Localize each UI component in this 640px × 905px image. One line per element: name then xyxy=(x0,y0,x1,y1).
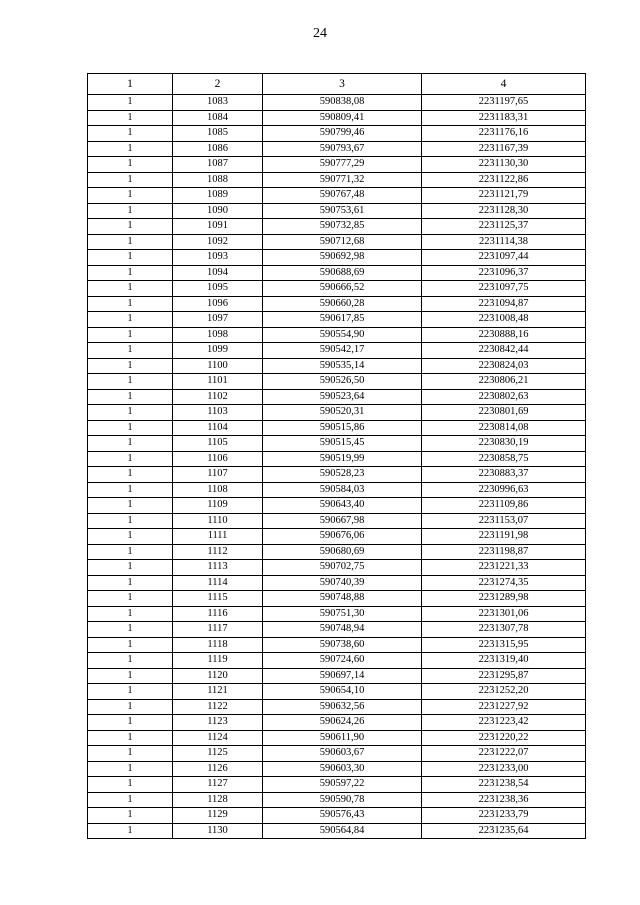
table-cell-col-2: 1089 xyxy=(173,188,263,204)
table-cell-col-2: 1123 xyxy=(173,715,263,731)
table-row xyxy=(88,203,586,219)
table-cell-col-4: 2231307,78 xyxy=(422,622,586,638)
table-cell-col-3: 590597,22 xyxy=(263,777,422,793)
table-row xyxy=(88,219,586,235)
table-cell-col-4: 2231121,79 xyxy=(422,188,586,204)
table-cell-col-1: 1 xyxy=(88,250,173,266)
table-cell-col-4: 2231197,65 xyxy=(422,95,586,111)
table-cell-col-2: 1111 xyxy=(173,529,263,545)
table-row xyxy=(88,250,586,266)
table-cell-col-4: 2231233,00 xyxy=(422,761,586,777)
table-cell-col-1: 1 xyxy=(88,792,173,808)
table-cell-col-4: 2231167,39 xyxy=(422,141,586,157)
table-cell-col-2: 1099 xyxy=(173,343,263,359)
table-cell-col-3: 590680,69 xyxy=(263,544,422,560)
table-cell-col-3: 590660,28 xyxy=(263,296,422,312)
table-cell-col-3: 590748,88 xyxy=(263,591,422,607)
table-row xyxy=(88,777,586,793)
table-cell-col-1: 1 xyxy=(88,653,173,669)
table-cell-col-1: 1 xyxy=(88,668,173,684)
table-cell-col-2: 1119 xyxy=(173,653,263,669)
table-cell-col-3: 590564,84 xyxy=(263,823,422,839)
table-row xyxy=(88,188,586,204)
table-cell-col-3: 590617,85 xyxy=(263,312,422,328)
table-cell-col-4: 2231233,79 xyxy=(422,808,586,824)
table-cell-col-4: 2231289,98 xyxy=(422,591,586,607)
table-row xyxy=(88,234,586,250)
table-cell-col-3: 590590,78 xyxy=(263,792,422,808)
table-cell-col-4: 2231295,87 xyxy=(422,668,586,684)
table-cell-col-1: 1 xyxy=(88,591,173,607)
table-cell-col-3: 590515,86 xyxy=(263,420,422,436)
table-cell-col-1: 1 xyxy=(88,699,173,715)
table-row xyxy=(88,823,586,839)
table-cell-col-4: 2231097,44 xyxy=(422,250,586,266)
table-cell-col-2: 1108 xyxy=(173,482,263,498)
table-cell-col-3: 590611,90 xyxy=(263,730,422,746)
table-cell-col-1: 1 xyxy=(88,746,173,762)
table-cell-col-2: 1112 xyxy=(173,544,263,560)
table-cell-col-2: 1117 xyxy=(173,622,263,638)
coordinates-table xyxy=(87,73,586,839)
table-cell-col-4: 2231227,92 xyxy=(422,699,586,715)
table-cell-col-4: 2230824,03 xyxy=(422,358,586,374)
table-row xyxy=(88,529,586,545)
table-cell-col-2: 1107 xyxy=(173,467,263,483)
table-row xyxy=(88,792,586,808)
table-cell-col-2: 1092 xyxy=(173,234,263,250)
table-cell-col-1: 1 xyxy=(88,219,173,235)
table-row xyxy=(88,296,586,312)
table-cell-col-1: 1 xyxy=(88,544,173,560)
table-row xyxy=(88,436,586,452)
table-row xyxy=(88,513,586,529)
table-cell-col-2: 1124 xyxy=(173,730,263,746)
table-row xyxy=(88,327,586,343)
table-cell-col-4: 2231096,37 xyxy=(422,265,586,281)
table-cell-col-3: 590753,61 xyxy=(263,203,422,219)
table-cell-col-1: 1 xyxy=(88,126,173,142)
table-cell-col-1: 1 xyxy=(88,141,173,157)
table-cell-col-1: 1 xyxy=(88,482,173,498)
table-cell-col-2: 1125 xyxy=(173,746,263,762)
table-cell-col-3: 590520,31 xyxy=(263,405,422,421)
table-cell-col-3: 590771,32 xyxy=(263,172,422,188)
table-cell-col-3: 590519,99 xyxy=(263,451,422,467)
table-cell-col-3: 590676,06 xyxy=(263,529,422,545)
table-row xyxy=(88,730,586,746)
table-row xyxy=(88,467,586,483)
table-cell-col-1: 1 xyxy=(88,715,173,731)
table-cell-col-1: 1 xyxy=(88,529,173,545)
table-cell-col-2: 1129 xyxy=(173,808,263,824)
table-cell-col-3: 590667,98 xyxy=(263,513,422,529)
table-cell-col-4: 2231128,30 xyxy=(422,203,586,219)
table-cell-col-3: 590793,67 xyxy=(263,141,422,157)
table-cell-col-1: 1 xyxy=(88,312,173,328)
table-cell-col-2: 1086 xyxy=(173,141,263,157)
table-header xyxy=(88,74,586,95)
table-cell-col-4: 2231222,07 xyxy=(422,746,586,762)
table-row xyxy=(88,358,586,374)
table-row xyxy=(88,699,586,715)
table-cell-col-2: 1105 xyxy=(173,436,263,452)
table-row xyxy=(88,668,586,684)
table-cell-col-4: 2231008,48 xyxy=(422,312,586,328)
table-cell-col-3: 590697,14 xyxy=(263,668,422,684)
table-cell-col-2: 1102 xyxy=(173,389,263,405)
table-cell-col-1: 1 xyxy=(88,203,173,219)
table-row xyxy=(88,637,586,653)
table-cell-col-3: 590692,98 xyxy=(263,250,422,266)
table-row xyxy=(88,715,586,731)
table-row xyxy=(88,312,586,328)
page-number: 24 xyxy=(313,26,327,41)
table-cell-col-1: 1 xyxy=(88,606,173,622)
header-col-4: 4 xyxy=(422,74,586,95)
table-cell-col-3: 590535,14 xyxy=(263,358,422,374)
table-cell-col-1: 1 xyxy=(88,343,173,359)
table-cell-col-4: 2230842,44 xyxy=(422,343,586,359)
table-cell-col-2: 1087 xyxy=(173,157,263,173)
table-row xyxy=(88,761,586,777)
table-cell-col-1: 1 xyxy=(88,327,173,343)
table-cell-col-2: 1118 xyxy=(173,637,263,653)
table-cell-col-4: 2231097,75 xyxy=(422,281,586,297)
table-cell-col-1: 1 xyxy=(88,95,173,111)
table-row xyxy=(88,606,586,622)
table-cell-col-3: 590666,52 xyxy=(263,281,422,297)
table-row xyxy=(88,157,586,173)
table-row xyxy=(88,746,586,762)
table-cell-col-3: 590724,60 xyxy=(263,653,422,669)
table-row xyxy=(88,560,586,576)
table-row xyxy=(88,575,586,591)
table-cell-col-4: 2231114,38 xyxy=(422,234,586,250)
table-row xyxy=(88,544,586,560)
table-cell-col-4: 2230858,75 xyxy=(422,451,586,467)
table-cell-col-3: 590584,03 xyxy=(263,482,422,498)
table-cell-col-4: 2230830,19 xyxy=(422,436,586,452)
table-row xyxy=(88,126,586,142)
table-cell-col-4: 2231198,87 xyxy=(422,544,586,560)
table-cell-col-4: 2231315,95 xyxy=(422,637,586,653)
table-cell-col-1: 1 xyxy=(88,761,173,777)
table-cell-col-1: 1 xyxy=(88,420,173,436)
table-cell-col-1: 1 xyxy=(88,777,173,793)
table-cell-col-3: 590740,39 xyxy=(263,575,422,591)
table-cell-col-1: 1 xyxy=(88,436,173,452)
table-row xyxy=(88,808,586,824)
table-row xyxy=(88,141,586,157)
table-cell-col-3: 590542,17 xyxy=(263,343,422,359)
table-cell-col-4: 2230802,63 xyxy=(422,389,586,405)
table-cell-col-2: 1103 xyxy=(173,405,263,421)
table-cell-col-4: 2231235,64 xyxy=(422,823,586,839)
table-row xyxy=(88,451,586,467)
table-cell-col-2: 1109 xyxy=(173,498,263,514)
table-cell-col-1: 1 xyxy=(88,684,173,700)
table-cell-col-2: 1085 xyxy=(173,126,263,142)
table-cell-col-1: 1 xyxy=(88,451,173,467)
table-cell-col-3: 590624,26 xyxy=(263,715,422,731)
table-cell-col-2: 1096 xyxy=(173,296,263,312)
table-cell-col-3: 590643,40 xyxy=(263,498,422,514)
table-cell-col-3: 590751,30 xyxy=(263,606,422,622)
table-cell-col-2: 1120 xyxy=(173,668,263,684)
table-row xyxy=(88,684,586,700)
table-cell-col-4: 2231220,22 xyxy=(422,730,586,746)
table-cell-col-1: 1 xyxy=(88,110,173,126)
table-cell-col-1: 1 xyxy=(88,188,173,204)
table-cell-col-2: 1090 xyxy=(173,203,263,219)
table-cell-col-2: 1114 xyxy=(173,575,263,591)
table-cell-col-1: 1 xyxy=(88,560,173,576)
table-row xyxy=(88,265,586,281)
table-cell-col-2: 1083 xyxy=(173,95,263,111)
table-cell-col-1: 1 xyxy=(88,730,173,746)
table-row xyxy=(88,591,586,607)
table-cell-col-2: 1098 xyxy=(173,327,263,343)
table-cell-col-1: 1 xyxy=(88,575,173,591)
table-cell-col-2: 1088 xyxy=(173,172,263,188)
table-cell-col-4: 2230806,21 xyxy=(422,374,586,390)
table-cell-col-2: 1106 xyxy=(173,451,263,467)
table-cell-col-4: 2231153,07 xyxy=(422,513,586,529)
header-col-3: 3 xyxy=(263,74,422,95)
table-row xyxy=(88,110,586,126)
table-row xyxy=(88,498,586,514)
table-cell-col-1: 1 xyxy=(88,265,173,281)
table-cell-col-2: 1104 xyxy=(173,420,263,436)
table-cell-col-2: 1097 xyxy=(173,312,263,328)
table-cell-col-2: 1101 xyxy=(173,374,263,390)
table-cell-col-3: 590554,90 xyxy=(263,327,422,343)
table-cell-col-1: 1 xyxy=(88,467,173,483)
header-row xyxy=(88,74,586,95)
table-cell-col-4: 2231191,98 xyxy=(422,529,586,545)
table-cell-col-1: 1 xyxy=(88,157,173,173)
table-cell-col-3: 590777,29 xyxy=(263,157,422,173)
table-body xyxy=(88,95,586,839)
table-cell-col-3: 590603,67 xyxy=(263,746,422,762)
table-cell-col-4: 2231274,35 xyxy=(422,575,586,591)
header-col-2: 2 xyxy=(173,74,263,95)
table-cell-col-4: 2231094,87 xyxy=(422,296,586,312)
table-cell-col-4: 2231176,16 xyxy=(422,126,586,142)
table-cell-col-4: 2231238,54 xyxy=(422,777,586,793)
table-cell-col-3: 590838,08 xyxy=(263,95,422,111)
table-cell-col-1: 1 xyxy=(88,281,173,297)
table-cell-col-3: 590603,30 xyxy=(263,761,422,777)
table-row xyxy=(88,405,586,421)
table-cell-col-3: 590712,68 xyxy=(263,234,422,250)
table-cell-col-3: 590767,48 xyxy=(263,188,422,204)
table-cell-col-3: 590799,46 xyxy=(263,126,422,142)
table-cell-col-1: 1 xyxy=(88,389,173,405)
table-row xyxy=(88,374,586,390)
table-cell-col-3: 590632,56 xyxy=(263,699,422,715)
table-row xyxy=(88,389,586,405)
table-cell-col-1: 1 xyxy=(88,637,173,653)
table-cell-col-3: 590526,50 xyxy=(263,374,422,390)
table-cell-col-1: 1 xyxy=(88,513,173,529)
table-cell-col-2: 1128 xyxy=(173,792,263,808)
table-cell-col-1: 1 xyxy=(88,296,173,312)
table-cell-col-1: 1 xyxy=(88,823,173,839)
table-cell-col-4: 2231183,31 xyxy=(422,110,586,126)
table-cell-col-4: 2231221,33 xyxy=(422,560,586,576)
table-cell-col-2: 1095 xyxy=(173,281,263,297)
table-cell-col-3: 590809,41 xyxy=(263,110,422,126)
table-cell-col-4: 2230883,37 xyxy=(422,467,586,483)
table-cell-col-1: 1 xyxy=(88,808,173,824)
table-cell-col-4: 2231238,36 xyxy=(422,792,586,808)
table-cell-col-4: 2230888,16 xyxy=(422,327,586,343)
table-row xyxy=(88,482,586,498)
table-cell-col-4: 2231223,42 xyxy=(422,715,586,731)
table-cell-col-2: 1126 xyxy=(173,761,263,777)
table-cell-col-4: 2231109,86 xyxy=(422,498,586,514)
header-col-1: 1 xyxy=(88,74,173,95)
table-cell-col-4: 2231130,30 xyxy=(422,157,586,173)
table-cell-col-1: 1 xyxy=(88,498,173,514)
table-cell-col-3: 590523,64 xyxy=(263,389,422,405)
table-cell-col-1: 1 xyxy=(88,405,173,421)
table-row xyxy=(88,172,586,188)
table-cell-col-4: 2231122,86 xyxy=(422,172,586,188)
table-cell-col-3: 590528,23 xyxy=(263,467,422,483)
table-cell-col-1: 1 xyxy=(88,374,173,390)
table-cell-col-1: 1 xyxy=(88,622,173,638)
table-cell-col-2: 1113 xyxy=(173,560,263,576)
table-cell-col-3: 590515,45 xyxy=(263,436,422,452)
table-row xyxy=(88,343,586,359)
table-cell-col-4: 2230814,08 xyxy=(422,420,586,436)
table-row xyxy=(88,653,586,669)
table-cell-col-3: 590688,69 xyxy=(263,265,422,281)
table-cell-col-3: 590654,10 xyxy=(263,684,422,700)
table-cell-col-2: 1094 xyxy=(173,265,263,281)
table-cell-col-4: 2231319,40 xyxy=(422,653,586,669)
table-cell-col-2: 1110 xyxy=(173,513,263,529)
table-cell-col-4: 2231252,20 xyxy=(422,684,586,700)
table-cell-col-3: 590748,94 xyxy=(263,622,422,638)
table-cell-col-3: 590576,43 xyxy=(263,808,422,824)
table-cell-col-2: 1115 xyxy=(173,591,263,607)
table-cell-col-2: 1130 xyxy=(173,823,263,839)
table-cell-col-2: 1091 xyxy=(173,219,263,235)
table-cell-col-2: 1122 xyxy=(173,699,263,715)
table-cell-col-2: 1084 xyxy=(173,110,263,126)
table-cell-col-1: 1 xyxy=(88,172,173,188)
table-cell-col-2: 1100 xyxy=(173,358,263,374)
table-cell-col-2: 1093 xyxy=(173,250,263,266)
table-cell-col-4: 2231301,06 xyxy=(422,606,586,622)
table-cell-col-1: 1 xyxy=(88,234,173,250)
table-cell-col-2: 1127 xyxy=(173,777,263,793)
table-row xyxy=(88,420,586,436)
table-cell-col-1: 1 xyxy=(88,358,173,374)
table-row xyxy=(88,281,586,297)
table-cell-col-3: 590702,75 xyxy=(263,560,422,576)
table-row xyxy=(88,622,586,638)
table-cell-col-4: 2231125,37 xyxy=(422,219,586,235)
table-row xyxy=(88,95,586,111)
table-cell-col-4: 2230996,63 xyxy=(422,482,586,498)
table-cell-col-3: 590732,85 xyxy=(263,219,422,235)
table-cell-col-2: 1116 xyxy=(173,606,263,622)
table-cell-col-3: 590738,60 xyxy=(263,637,422,653)
table-cell-col-4: 2230801,69 xyxy=(422,405,586,421)
table-cell-col-2: 1121 xyxy=(173,684,263,700)
